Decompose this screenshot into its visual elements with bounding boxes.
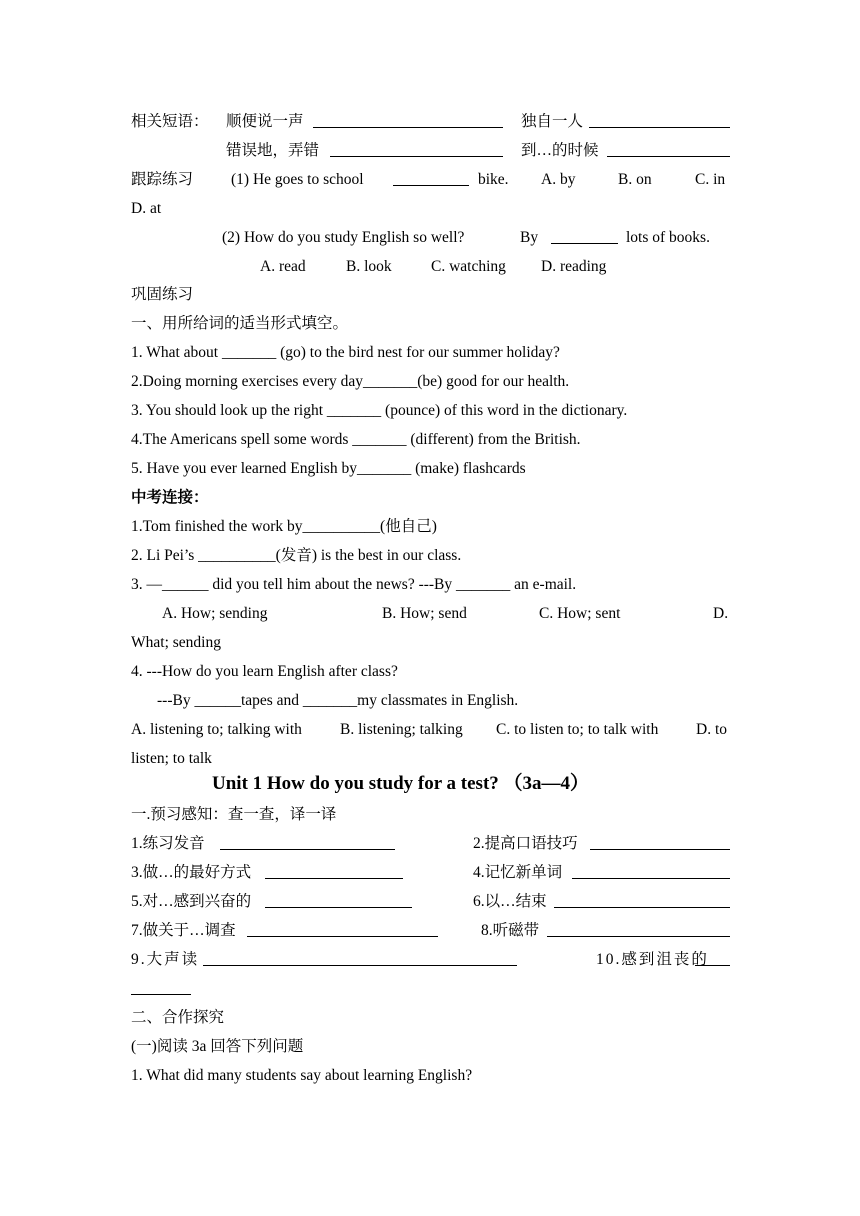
track-q1-stem: (1) He goes to school bbox=[231, 171, 364, 188]
track-q2-opt-b: B. look bbox=[346, 258, 392, 275]
exam-q1: 1.Tom finished the work by__________(他自己) bbox=[131, 518, 437, 535]
exam-q4-opt-b: B. listening; talking bbox=[340, 721, 463, 738]
track-q1-opt-b: B. on bbox=[618, 171, 652, 188]
consolidate-item-2: 2.Doing morning exercises every day_______(be) good for our health. bbox=[131, 373, 570, 390]
exam-q4-opt-d-cont: listen; to talk bbox=[131, 750, 212, 767]
phrase-4: 到…的时候 bbox=[521, 142, 599, 159]
vocab-item-8: 8.听磁带 bbox=[481, 922, 540, 939]
phrase-1: 顺便说一声 bbox=[226, 113, 304, 130]
vocab-item-4: 4.记忆新单词 bbox=[473, 864, 563, 881]
track-q2-stem: (2) How do you study English so well? bbox=[222, 229, 465, 246]
consolidate-item-5: 5. Have you ever learned English by_______ (make) flashcards bbox=[131, 460, 526, 477]
phrase-2-blank[interactable] bbox=[589, 112, 730, 128]
unit-title: Unit 1 How do you study for a test? （3a—4） bbox=[212, 773, 590, 794]
consolidate-section-1: 一、用所给词的适当形式填空。 bbox=[131, 315, 349, 332]
track-q1-opt-c: C. in bbox=[695, 171, 726, 188]
vocab-item-7: 7.做关于…调查 bbox=[131, 922, 236, 939]
vocab-item-3: 3.做…的最好方式 bbox=[131, 864, 252, 881]
track-q2-stem-c: lots of books. bbox=[626, 229, 710, 246]
vocab-item-9-blank[interactable] bbox=[203, 950, 517, 966]
phrase-3-blank[interactable] bbox=[330, 141, 503, 157]
vocab-item-9: 9.大声读 bbox=[131, 951, 200, 968]
vocab-item-5-blank[interactable] bbox=[265, 892, 412, 908]
vocab-item-8-blank[interactable] bbox=[547, 921, 730, 937]
vocab-row-5-cont bbox=[131, 979, 191, 1001]
track-q2-opt-a: A. read bbox=[260, 258, 306, 275]
vocab-item-6: 6.以…结束 bbox=[473, 893, 547, 910]
exam-q4-opt-a: A. listening to; talking with bbox=[131, 721, 302, 738]
phrase-4-blank[interactable] bbox=[607, 141, 730, 157]
vocab-item-1-blank[interactable] bbox=[220, 834, 395, 850]
phrases-label: 相关短语： bbox=[131, 113, 209, 130]
consolidate-item-3: 3. You should look up the right _______ (pounce) of this word in the dictionary. bbox=[131, 402, 628, 419]
vocab-item-5: 5.对…感到兴奋的 bbox=[131, 893, 252, 910]
exam-q3: 3. —______ did you tell him about the news? ---By _______ an e-mail. bbox=[131, 576, 577, 593]
consolidate-item-1: 1. What about _______ (go) to the bird nest for our summer holiday? bbox=[131, 344, 560, 361]
exam-q3-opt-d: D. bbox=[713, 605, 729, 622]
vocab-item-10-blank[interactable] bbox=[695, 950, 730, 966]
exam-q3-opt-d-cont: What; sending bbox=[131, 634, 221, 651]
exam-q4-opt-d: D. to bbox=[696, 721, 727, 738]
exam-q4-opt-c: C. to listen to; to talk with bbox=[496, 721, 659, 738]
exam-q4: 4. ---How do you learn English after class? bbox=[131, 663, 398, 680]
vocab-item-7-blank[interactable] bbox=[247, 921, 438, 937]
unit-section-2: 二、合作探究 bbox=[131, 1009, 225, 1026]
exam-q3-opt-b: B. How; send bbox=[382, 605, 467, 622]
unit-reading: (一)阅读 3a 回答下列问题 bbox=[131, 1038, 304, 1055]
vocab-item-6-blank[interactable] bbox=[554, 892, 730, 908]
phrase-1-blank[interactable] bbox=[313, 112, 503, 128]
track-q2-opt-c: C. watching bbox=[431, 258, 506, 275]
unit-preview: 一.预习感知：查一查，译一译 bbox=[131, 806, 337, 823]
track-q1-opt-d: D. at bbox=[131, 200, 162, 217]
vocab-item-2-blank[interactable] bbox=[590, 834, 730, 850]
track-q2-stem-b: By bbox=[520, 229, 539, 246]
exam-q4-b: ---By ______tapes and _______my classmates in English. bbox=[157, 692, 519, 709]
track-q2-blank[interactable] bbox=[551, 228, 618, 244]
exam-q3-opt-c: C. How; sent bbox=[539, 605, 621, 622]
track-q2-opt-d: D. reading bbox=[541, 258, 607, 275]
exam-q3-opt-a: A. How; sending bbox=[162, 605, 268, 622]
consolidate-item-4: 4.The Americans spell some words _______ (different) from the British. bbox=[131, 431, 581, 448]
track-q1-blank[interactable] bbox=[393, 170, 469, 186]
exam-q2: 2. Li Pei’s __________(发音) is the best in our class. bbox=[131, 547, 462, 564]
unit-question-1: 1. What did many students say about learning English? bbox=[131, 1067, 473, 1084]
vocab-item-3-blank[interactable] bbox=[265, 863, 403, 879]
exam-label: 中考连接： bbox=[131, 489, 209, 506]
vocab-item-10-blank-cont[interactable] bbox=[131, 979, 191, 995]
vocab-item-4-blank[interactable] bbox=[572, 863, 730, 879]
vocab-item-10: 10.感到沮丧的 bbox=[596, 951, 709, 968]
track-q1-opt-a: A. by bbox=[541, 171, 576, 188]
phrase-2: 独自一人 bbox=[521, 113, 584, 130]
track-label: 跟踪练习 bbox=[131, 171, 194, 188]
vocab-item-1: 1.练习发音 bbox=[131, 835, 205, 852]
vocab-item-2: 2.提高口语技巧 bbox=[473, 835, 578, 852]
phrase-3: 错误地，弄错 bbox=[226, 142, 320, 159]
consolidate-label: 巩固练习 bbox=[131, 286, 194, 303]
track-q1-stem-b: bike. bbox=[478, 171, 509, 188]
